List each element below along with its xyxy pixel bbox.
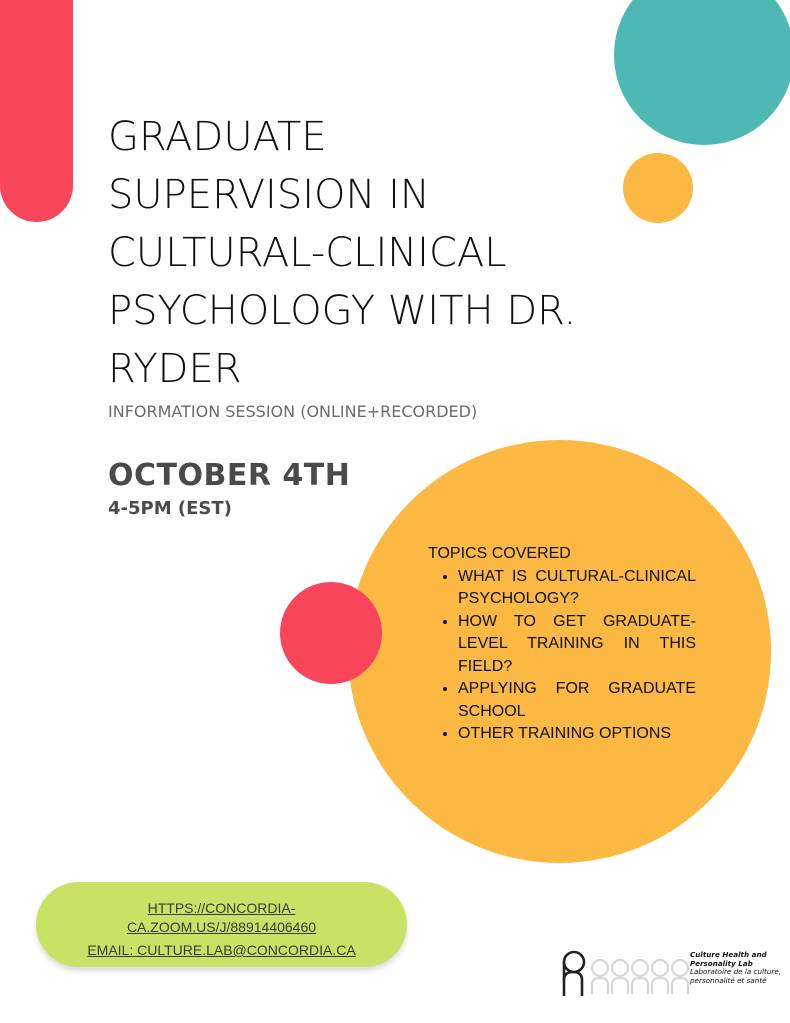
event-time: 4-5PM (EST) [108,498,232,519]
small-yellow-circle-shape [623,153,693,223]
topic-item: • APPLYING FOR GRADUATE SCHOOL [458,678,696,723]
links-pill [36,882,407,967]
lab-name-english: Culture Health and Personality Lab [690,950,767,968]
event-date: OCTOBER 4TH [108,458,351,493]
zoom-link[interactable]: HTTPS://CONCORDIA-CA.ZOOM.US/J/88914406460 [126,900,317,935]
topics-heading: TOPICS COVERED [428,545,571,562]
red-circle-shape [280,582,382,684]
email-link[interactable]: EMAIL: CULTURE.LAB@CONCORDIA.CA [87,942,356,958]
topic-item: • HOW TO GET GRADUATE-LEVEL TRAINING IN THIS FIELD? [458,611,696,679]
page-title: GRADUATE SUPERVISION IN CULTURAL-CLINICAL PSYCHOLOGY WITH DR. RYDER [108,114,577,392]
lab-name-french: Laboratoire de la culture, personnalité et santé [690,967,782,985]
topic-item: • OTHER TRAINING OPTIONS [458,723,696,746]
topics-list [428,543,696,746]
topics-items [428,566,696,746]
teal-circle-shape [614,0,790,145]
red-pill-shape [0,0,73,222]
topic-item: • WHAT IS CULTURAL-CLINICAL PSYCHOLOGY? [458,566,696,611]
session-subtitle: INFORMATION SESSION (ONLINE+RECORDED) [108,402,478,421]
lab-logo-text [690,951,790,985]
